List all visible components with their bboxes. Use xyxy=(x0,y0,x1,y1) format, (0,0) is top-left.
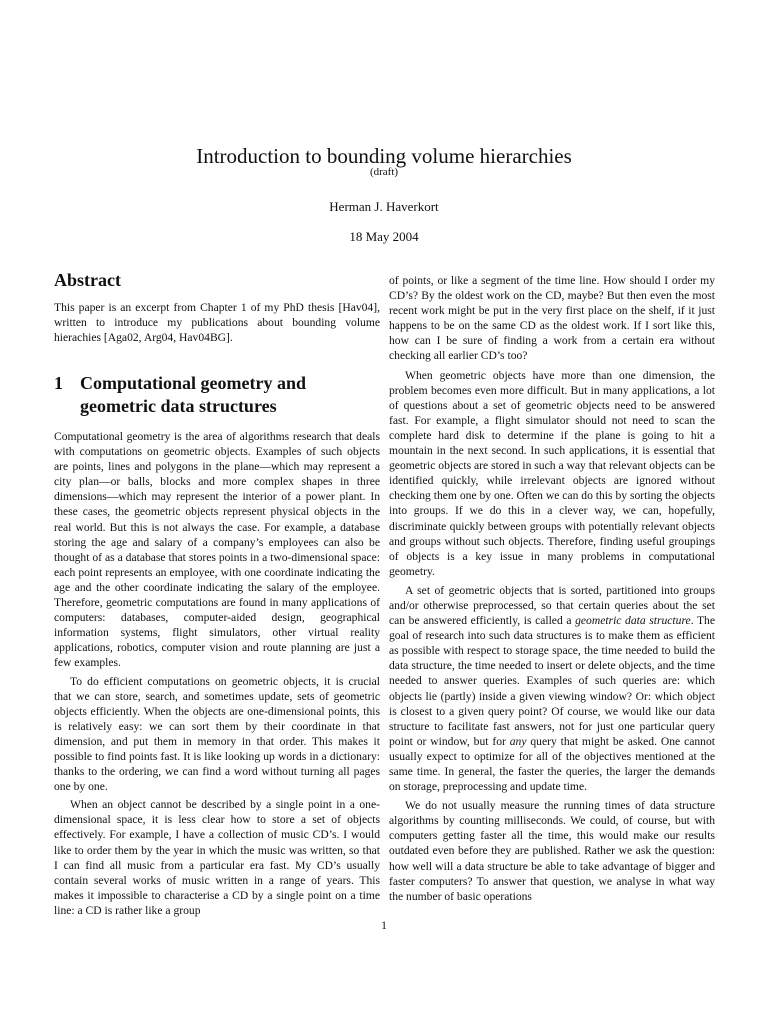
abstract-paragraph: This paper is an excerpt from Chapter 1 of my PhD thesis [Hav04], written to introduce my publications about bounding volume hierachies [Aga02, Arg04, Hav04BG]. xyxy=(54,301,380,345)
paragraph-6-part-b: . The goal of research into such data structures is to make them as efficient as possible with respect to storage space, the time needed to build the data structure, the time needed to insert or delete objects, and the time needed to answer queries. Examples of such queries are: which objects lie (partly) inside a given viewing window? Or: which object is closest to a given query point? Of course, we would like our data structure to facilitate fast answers, not for just one particular query point or window, but for xyxy=(389,614,715,748)
left-column-body xyxy=(54,429,380,918)
page-number: 1 xyxy=(381,919,387,932)
term-geometric-data-structure: geometric data structure xyxy=(575,614,691,628)
paragraph-6 xyxy=(389,583,715,794)
abstract-body xyxy=(54,300,380,345)
paragraph-5: When geometric objects have more than one dimension, the problem becomes even more difficult. But in many applications, a lot of questions about a set of geometric objects need to be answered fast. For example, a flight simulator should not need to scan the complete hard disk to determine if the plane is going to hit a mountain in the next second. In such applications, it is essential that geometric objects are stored in such a way that relevant objects can be identified quickly, while irrelevant objects are ignored without checking them one by one. Often we can do this by sorting the objects into groups. If we do this in a clever way, we can, hopefully, discriminate quickly between groups with potentially relevant objects and groups without such objects. Therefore, finding useful groupings of objects is a key issue in many problems in computational geometry. xyxy=(389,368,715,578)
section-title-line1: Computational geometry and xyxy=(80,373,306,393)
section-title-line2: geometric data structures xyxy=(80,396,277,416)
paragraph-6-part-c: query that might be asked. One cannot usually expect to optimize for all of the objectives mentioned at the same time. In general, the faster the queries, the larger the demands on storage, preprocessing and update time. xyxy=(389,734,715,794)
paper-date: 18 May 2004 xyxy=(349,229,419,244)
paragraph-1: Computational geometry is the area of algorithms research that deals with computations on geometric objects. Examples of such objects are points, lines and polygons in the plane—which may represent a city plan—or balls, blocks and more complex shapes in three dimensions—which may represent the interior of a power plant. In these cases, the geometric objects represent physical objects in the real world. But this is not always the case. For example, a database storing the age and salary of a company’s employees can also be thought of as a database that stores points in a two-dimensional space: each point represents an employee, with one coordinate indicating the age and the other coordinate indicating the salary of the employee. Therefore, geometric computations are found in many applications of computers: databases, computer-aided design, geographical information systems, flight simulators, other virtual reality applications, robotics, computer vision and route planning are just a few examples. xyxy=(54,430,380,670)
abstract-heading: Abstract xyxy=(54,270,121,290)
right-column-body xyxy=(389,273,715,904)
paragraph-2: To do efficient computations on geometric objects, it is crucial that we can store, search, and sometimes update, sets of geometric objects efficiently. When the objects are one-dimensional points, this is relatively easy: we can sort them by their coordinate in that dimension, and put them in memory in that order. This makes it possible to find points fast. It is like looking up words in a dictionary: thanks to the ordering, we can find a word without turning all pages one by one. xyxy=(54,674,380,794)
section-heading xyxy=(54,372,380,418)
paper-subtitle: (draft) xyxy=(369,166,399,178)
paragraph-7: We do not usually measure the running times of data structure algorithms by counting milliseconds. We could, of course, but with computers getting faster all the time, this would make our results outdated even before they are published. Rather we ask the question: how well will a data structure be able to take advantage of bigger and faster computers? To answer that question, we analyse in what way the number of basic operations xyxy=(389,799,715,903)
paper-title: Introduction to bounding volume hierarchies xyxy=(196,144,572,168)
section-number: 1 xyxy=(54,373,63,393)
paragraph-6-part-a: A set of geometric objects that is sorted, partitioned into groups and/or otherwise preprocessed, so that certain queries about the set can be answered efficiently, is called a xyxy=(389,583,715,628)
paragraph-3: When an object cannot be described by a single point in a one-dimensional space, it is less clear how to store a set of objects effectively. For example, I have a collection of music CD’s. I would like to order them by the year in which the music was written, so that I can find all music from a particular era fast. My CD’s usually contain several works of music written in a range of years. This makes it impossible to characterise a CD by a single point on a time line: a CD is rather like a group xyxy=(54,798,380,917)
paragraph-4: of points, or like a segment of the time line. How should I order my CD’s? By the oldest work on the CD, maybe? But then even the most recent work might be put in the very first place on the shelf, if it just happens to be on the same CD as the oldest work. If I sort like this, how can I be sure of finding a work from a certain era without checking all earlier CD’s too? xyxy=(389,274,715,363)
term-any: any xyxy=(509,734,527,748)
author-name: Herman J. Haverkort xyxy=(329,199,439,214)
